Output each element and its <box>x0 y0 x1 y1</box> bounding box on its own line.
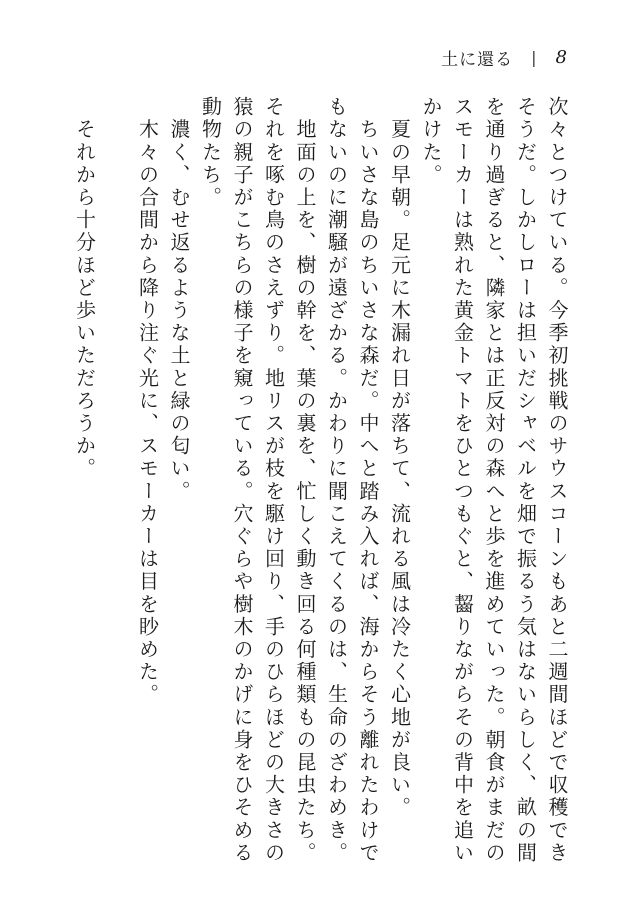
paragraph-5: 濃く、むせ返るような土と緑の匂い。 <box>167 96 191 503</box>
blank-line <box>100 96 132 886</box>
paragraph-7: それから十分ほど歩いただろうか。 <box>72 96 97 481</box>
paragraph-3: ちいさな島のちいさな森だ。中へと踏み入れば、海からそう離れたわけでもないのに潮騒が遠ざかる。かわりに聞こえてくるのは、生命のざわめき。 <box>324 96 380 865</box>
paragraph-2: 夏の早朝。足元に木漏れ日が落ちて、流れる風は冷たく心地が良い。 <box>387 96 412 820</box>
paragraph-4: 地面の上を、樹の幹を、葉の裏を、忙しく動き回る何種類もの昆虫たち。それを啄む鳥のさえずり。地リスが枝を駆け回り、手のひらほどの大きさの猿の親子がこちらの様子を窺っている。穴ぐらや樹木のかげに身をひそめる動物たち。 <box>198 96 317 865</box>
paragraph-6: 木々の合間から降り注ぐ光に、スモーカーは目を眇めた。 <box>135 96 160 707</box>
header-separator: | <box>531 47 538 67</box>
chapter-title: 土に還る <box>441 49 514 70</box>
running-header <box>441 44 568 70</box>
page-number: 8 <box>555 46 568 68</box>
paragraph-1: 次々とつけている。今季初挑戦のサウスコーンもあと二週間ほどで収穫できそうだ。しかしローは担いだシャベルを畑で振るう気はないらしく、畝の間を通り過ぎると、隣家とは正反対の森へと歩を進めていった。朝食がまだのスモーカーは熟れた黄金トマトをひとつもぐと、齧りながらその背中を追いかけた。 <box>419 96 569 865</box>
vertical-body-text <box>68 96 572 886</box>
